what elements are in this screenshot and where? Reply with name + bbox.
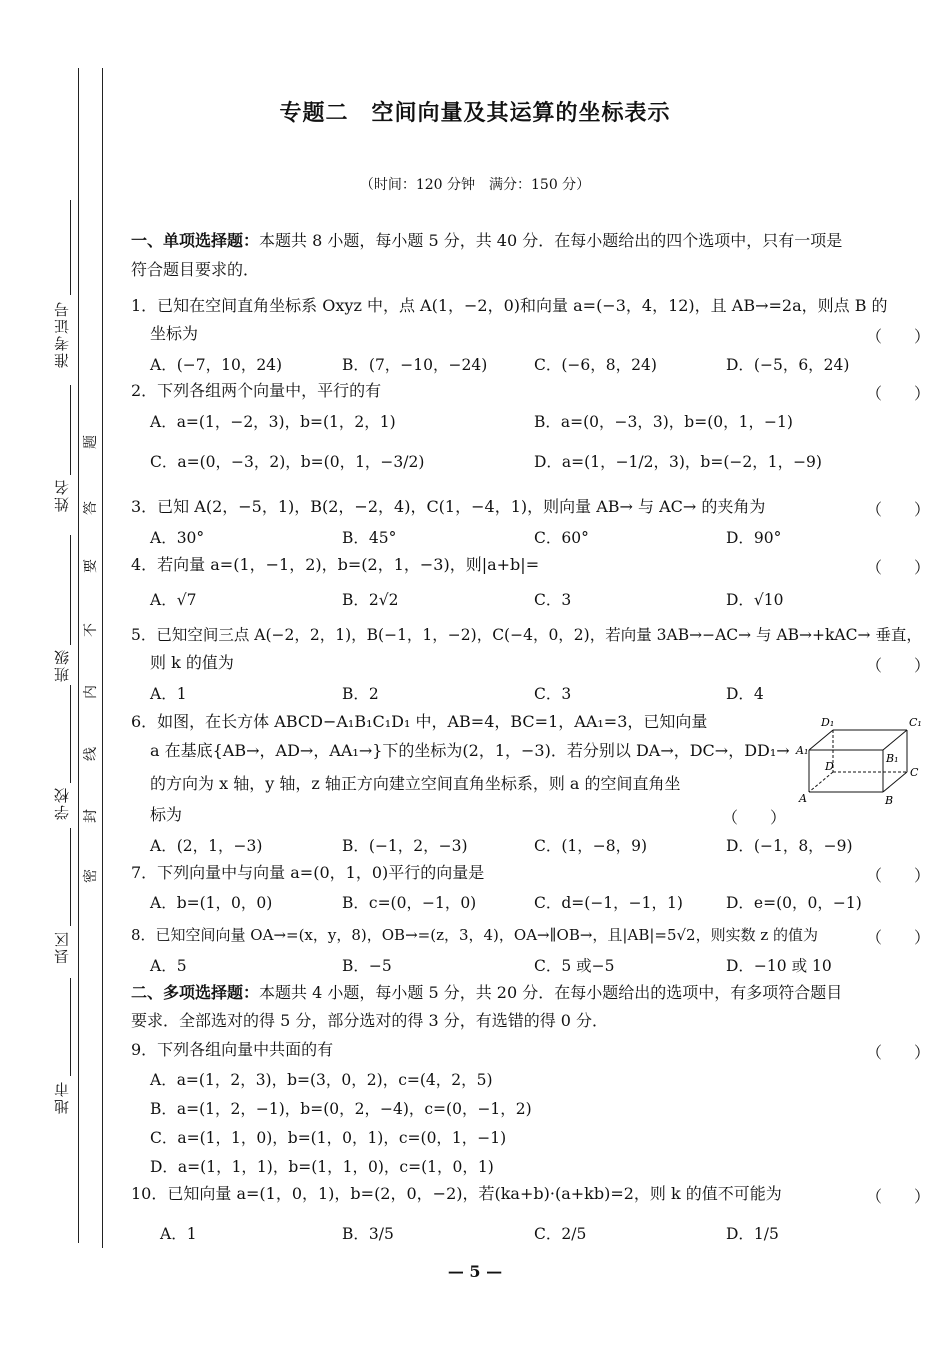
q1-option-d[interactable]: D．(−5，6，24) <box>726 356 850 374</box>
q9-option-b[interactable]: B．a=(1，2，−1)，b=(0，2，−4)，c=(0，−1，2) <box>150 1100 532 1118</box>
q5-option-b[interactable]: B．2 <box>342 685 379 703</box>
seal-char: 要 <box>83 559 99 573</box>
q8-stem: 8．已知空间向量 OA→=(x，y，8)，OB→=(z，3，4)，OA→∥OB→，且|AB|=5√2，则实数 z 的值为 <box>131 926 819 944</box>
side-underline <box>70 828 71 926</box>
section-1-desc: 本题共 8 小题，每小题 5 分，共 40 分．在每小题给出的四个选项中，只有一项是 <box>259 231 843 250</box>
section-2-desc-2: 要求．全部选对的得 5 分，部分选对的得 3 分，有选错的得 0 分． <box>131 1011 609 1030</box>
vertex-label-d1: D₁ <box>821 716 835 729</box>
q3-option-c[interactable]: C．60° <box>534 529 589 547</box>
binding-line-outer <box>78 68 79 1243</box>
q2-answer-blank[interactable]: （ ） <box>866 384 931 403</box>
section-2-heading: 二、多项选择题： <box>131 983 260 1002</box>
q1-option-b[interactable]: B．(7，−10，−24) <box>342 356 488 374</box>
q6-stem-3: 的方向为 x 轴，y 轴，z 轴正方向建立空间直角坐标系，则 a 的空间直角坐 <box>150 774 681 793</box>
vertex-label-a1: A₁ <box>796 744 809 757</box>
seal-char: 密 <box>83 869 99 883</box>
seal-char: 题 <box>83 435 99 449</box>
section-1-desc-2: 符合题目要求的． <box>131 260 260 279</box>
side-label-class: 班级 <box>53 648 71 682</box>
seal-char: 线 <box>83 747 99 761</box>
q9-option-d[interactable]: D．a=(1，1，1)，b=(1，1，0)，c=(1，0，1) <box>150 1158 494 1176</box>
cuboid-edge <box>883 772 907 792</box>
cuboid-edge <box>883 730 907 750</box>
q8-answer-blank[interactable]: （ ） <box>866 928 931 947</box>
q3-option-b[interactable]: B．45° <box>342 529 397 547</box>
side-underline <box>70 685 71 783</box>
side-label-city: 地市 <box>53 1080 71 1114</box>
seal-char: 封 <box>83 809 99 823</box>
vertex-label-b1: B₁ <box>886 752 899 765</box>
seal-char: 内 <box>83 685 99 699</box>
q6-option-c[interactable]: C．(1，−8，9) <box>534 837 648 855</box>
q1-answer-blank[interactable]: （ ） <box>866 327 931 346</box>
q4-option-d[interactable]: D．√10 <box>726 591 784 609</box>
section-2-intro <box>131 983 842 1003</box>
section-1-heading: 一、单项选择题： <box>131 231 260 250</box>
q5-option-c[interactable]: C．3 <box>534 685 572 703</box>
q7-answer-blank[interactable]: （ ） <box>866 866 931 885</box>
q8-option-b[interactable]: B．−5 <box>342 957 392 975</box>
q2-option-b[interactable]: B．a=(0，−3，3)，b=(0，1，−1) <box>534 413 793 431</box>
q7-stem: 7．下列向量中与向量 a=(0，1，0)平行的向量是 <box>131 863 485 882</box>
q10-stem: 10．已知向量 a=(1，0，1)，b=(2，0，−2)，若(ka+b)·(a+kb)=2，则 k 的值不可能为 <box>131 1184 782 1203</box>
q5-option-a[interactable]: A．1 <box>150 685 187 703</box>
page-title: 专题二 空间向量及其运算的坐标表示 <box>279 101 671 126</box>
q10-option-d[interactable]: D．1/5 <box>726 1225 779 1243</box>
seal-char: 答 <box>83 501 99 515</box>
side-underline <box>70 385 71 475</box>
vertex-label-a: A <box>799 792 807 805</box>
q9-stem: 9．下列各组向量中共面的有 <box>131 1040 334 1059</box>
q7-option-d[interactable]: D．e=(0，0，−1) <box>726 894 862 912</box>
vertex-label-b: B <box>885 794 894 807</box>
q2-stem: 2．下列各组两个向量中，平行的有 <box>131 381 382 400</box>
q8-option-c[interactable]: C．5 或−5 <box>534 957 615 975</box>
vertex-label-c1: C₁ <box>909 716 922 729</box>
vertex-label-d: D <box>825 760 834 773</box>
q8-option-d[interactable]: D．−10 或 10 <box>726 957 832 975</box>
q3-option-d[interactable]: D．90° <box>726 529 782 547</box>
q9-option-c[interactable]: C．a=(1，1，0)，b=(1，0，1)，c=(0，1，−1) <box>150 1129 507 1147</box>
q4-option-b[interactable]: B．2√2 <box>342 591 399 609</box>
q2-option-d[interactable]: D．a=(1，−1/2，3)，b=(−2，1，−9) <box>534 453 822 471</box>
q1-stem-2: 坐标为 <box>150 324 199 343</box>
seal-char: 不 <box>83 623 99 637</box>
side-underline <box>70 535 71 645</box>
exam-meta: （时间：120 分钟 满分：150 分） <box>359 177 591 193</box>
side-underline <box>70 978 71 1076</box>
q3-stem: 3．已知 A(2，−5，1)，B(2，−2，4)，C(1，−4，1)，则向量 AB→ 与 AC→ 的夹角为 <box>131 497 766 516</box>
side-label-exam-id: 准考证号 <box>53 300 71 368</box>
q6-stem-2: a 在基底{AB→，AD→，AA₁→}下的坐标为(2，1，−3)．若分别以 DA→，DC→，DD₁→ <box>150 741 790 760</box>
q1-stem: 1．已知在空间直角坐标系 Oxyz 中，点 A(1，−2，0)和向量 a=(−3，4，12)，且 AB→=2a，则点 B 的 <box>131 296 888 315</box>
q7-option-c[interactable]: C．d=(−1，−1，1) <box>534 894 683 912</box>
q6-answer-blank[interactable]: （ ） <box>722 808 787 827</box>
section-1-intro <box>131 231 842 251</box>
side-label-school: 学校 <box>53 786 71 820</box>
page-number: — 5 — <box>447 1262 503 1281</box>
q3-option-a[interactable]: A．30° <box>150 529 205 547</box>
q6-stem: 6．如图，在长方体 ABCD−A₁B₁C₁D₁ 中，AB=4，BC=1，AA₁=3，已知向量 <box>131 712 708 731</box>
q10-answer-blank[interactable]: （ ） <box>866 1187 931 1206</box>
q9-option-a[interactable]: A．a=(1，2，3)，b=(3，0，2)，c=(4，2，5) <box>150 1071 493 1089</box>
section-2-desc: 本题共 4 小题，每小题 5 分，共 20 分．在每小题给出的选项中，有多项符合题目 <box>259 983 843 1002</box>
q5-stem-2: 则 k 的值为 <box>150 653 234 672</box>
side-label-district: 县区 <box>53 930 71 964</box>
q6-option-d[interactable]: D．(−1，8，−9) <box>726 837 853 855</box>
q6-stem-4: 标为 <box>150 805 183 824</box>
vertex-label-c: C <box>910 766 919 779</box>
q4-answer-blank[interactable]: （ ） <box>866 558 931 577</box>
q5-answer-blank[interactable]: （ ） <box>866 656 931 675</box>
q9-answer-blank[interactable]: （ ） <box>866 1043 931 1062</box>
q10-option-b[interactable]: B．3/5 <box>342 1225 394 1243</box>
q7-option-a[interactable]: A．b=(1，0，0) <box>150 894 273 912</box>
q8-option-a[interactable]: A．5 <box>150 957 187 975</box>
q2-option-c[interactable]: C．a=(0，−3，2)，b=(0，1，−3/2) <box>150 453 425 471</box>
side-underline <box>70 200 71 295</box>
q1-option-a[interactable]: A．(−7，10，24) <box>150 356 283 374</box>
q3-answer-blank[interactable]: （ ） <box>866 500 931 519</box>
binding-line-inner <box>102 68 103 1248</box>
q5-stem: 5．已知空间三点 A(−2，2，1)，B(−1，1，−2)，C(−4，0，2)，若向量 3AB→−AC→ 与 AB→+kAC→ 垂直， <box>131 626 922 644</box>
q6-option-b[interactable]: B．(−1，2，−3) <box>342 837 468 855</box>
q10-option-a[interactable]: A．1 <box>160 1225 197 1243</box>
q1-option-c[interactable]: C．(−6，8，24) <box>534 356 657 374</box>
q2-option-a[interactable]: A．a=(1，−2，3)，b=(1，2，1) <box>150 413 396 431</box>
cuboid-edge <box>809 730 833 750</box>
q10-option-c[interactable]: C．2/5 <box>534 1225 587 1243</box>
cuboid-figure <box>795 712 925 812</box>
q7-option-b[interactable]: B．c=(0，−1，0) <box>342 894 477 912</box>
q5-option-d[interactable]: D．4 <box>726 685 764 703</box>
q4-stem: 4．若向量 a=(1，−1，2)，b=(2，1，−3)，则|a+b|= <box>131 555 540 574</box>
cuboid-edge-hidden <box>809 772 833 792</box>
q4-option-a[interactable]: A．√7 <box>150 591 197 609</box>
q4-option-c[interactable]: C．3 <box>534 591 572 609</box>
side-label-name: 姓名 <box>53 478 71 512</box>
q6-option-a[interactable]: A．(2，1，−3) <box>150 837 263 855</box>
